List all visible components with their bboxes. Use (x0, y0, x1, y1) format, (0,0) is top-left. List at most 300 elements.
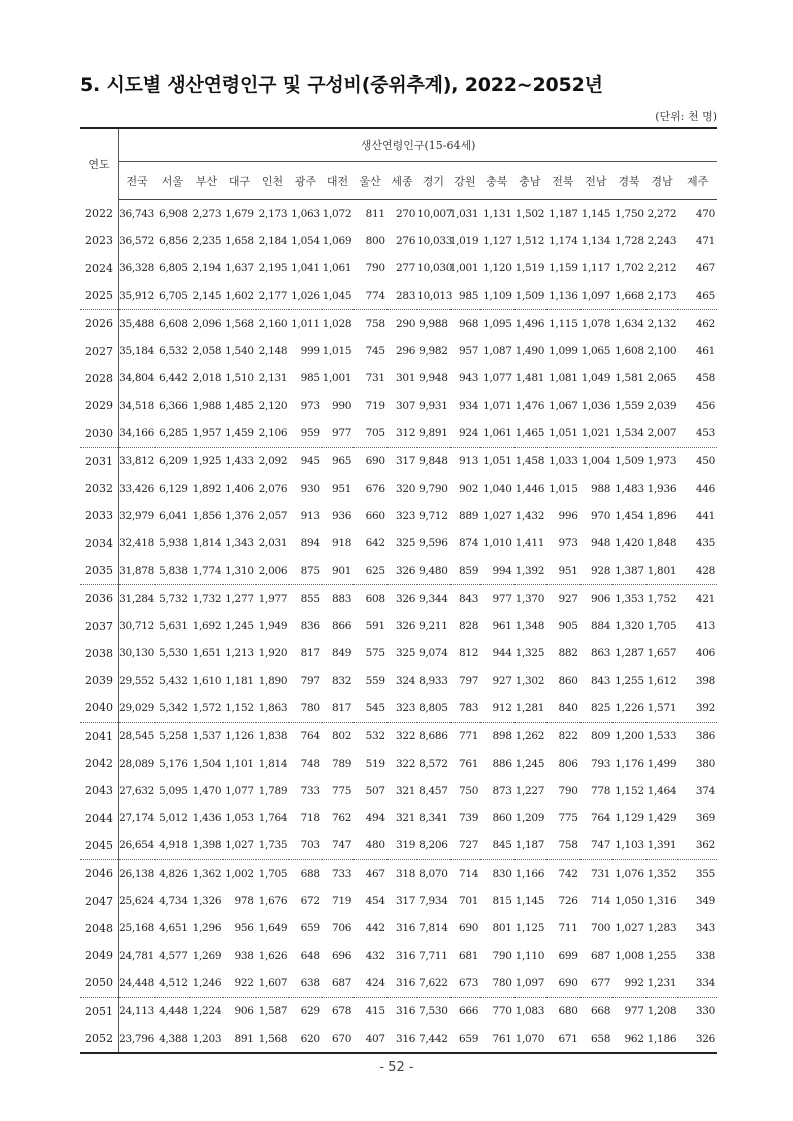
value-cell: 8,572 (419, 757, 448, 770)
value-cell: 1,053 (225, 812, 254, 825)
value-cell: 2,096 (190, 310, 224, 338)
value-cell: 4,512 (159, 976, 188, 989)
value-cell: 977 (612, 997, 646, 1025)
value-cell: 4,826 (155, 860, 190, 888)
table-row (80, 365, 717, 392)
value-cell: 670 (322, 1025, 353, 1053)
value-cell: 678 (322, 997, 353, 1025)
value-cell: 465 (695, 289, 715, 302)
value-cell: 5,530 (159, 647, 188, 660)
value-cell: 1,152 (615, 784, 644, 797)
table-row (80, 585, 717, 613)
value-cell: 2,065 (647, 372, 677, 385)
value-cell: 790 (492, 949, 512, 962)
value-cell: 325 (396, 647, 416, 660)
value-cell: 761 (480, 1025, 514, 1053)
table-row (80, 640, 717, 667)
value-cell: 629 (289, 997, 322, 1025)
value-cell: 29,029 (119, 701, 155, 714)
value-cell: 1,925 (190, 447, 224, 475)
value-cell: 1,071 (483, 399, 512, 412)
value-cell: 9,982 (419, 345, 448, 358)
value-cell: 1,061 (483, 427, 512, 440)
value-cell: 386 (678, 722, 717, 750)
table-row (80, 310, 717, 338)
value-cell: 882 (558, 647, 578, 660)
value-cell: 938 (234, 949, 254, 962)
value-cell: 5,342 (159, 701, 188, 714)
value-cell: 797 (459, 674, 479, 687)
value-cell: 290 (387, 310, 417, 338)
value-cell: 1,458 (514, 447, 547, 475)
value-cell: 4,577 (159, 949, 188, 962)
value-cell: 1,352 (646, 860, 679, 888)
value-cell: 355 (678, 860, 717, 888)
value-cell: 886 (492, 757, 512, 770)
value-cell: 1,735 (258, 839, 288, 852)
value-cell: 1,101 (225, 757, 254, 770)
table-row (80, 557, 717, 585)
table-row (80, 392, 717, 419)
value-cell: 2,173 (258, 207, 288, 220)
value-cell: 726 (558, 895, 578, 908)
value-cell: 1,679 (225, 207, 254, 220)
value-cell: 316 (396, 922, 416, 935)
value-cell: 934 (459, 399, 479, 412)
value-cell: 1,213 (225, 647, 254, 660)
value-cell: 1,481 (515, 372, 545, 385)
value-cell: 33,426 (119, 482, 155, 495)
value-cell: 1,420 (615, 537, 644, 550)
value-cell: 1,637 (225, 262, 254, 275)
value-cell: 1,004 (580, 447, 613, 475)
value-cell: 316 (387, 997, 417, 1025)
year-cell: 2039 (80, 667, 119, 694)
value-cell: 1,255 (615, 674, 644, 687)
value-cell: 1,676 (258, 895, 288, 908)
table-row (80, 997, 717, 1025)
value-cell: 780 (492, 976, 512, 989)
value-cell: 1,411 (515, 537, 545, 550)
value-cell: 349 (695, 895, 715, 908)
value-cell: 2,195 (258, 262, 288, 275)
value-cell: 700 (591, 922, 611, 935)
value-cell: 5,176 (159, 757, 188, 770)
table-row (80, 722, 717, 750)
value-cell: 2,235 (192, 234, 222, 247)
value-cell: 912 (492, 701, 512, 714)
value-cell: 5,012 (159, 812, 188, 825)
value-cell: 424 (365, 976, 385, 989)
value-cell: 450 (678, 447, 717, 475)
value-cell: 35,488 (119, 310, 156, 338)
value-cell: 307 (396, 399, 416, 412)
value-cell: 6,041 (159, 509, 188, 522)
value-cell: 1,095 (480, 310, 514, 338)
value-cell: 705 (365, 427, 385, 440)
year-cell: 2022 (80, 200, 119, 228)
value-cell: 985 (459, 289, 479, 302)
value-cell: 1,040 (483, 482, 512, 495)
value-cell: 532 (353, 722, 387, 750)
value-cell: 1,117 (581, 262, 611, 275)
value-cell: 1,110 (515, 949, 545, 962)
value-cell: 659 (300, 922, 320, 935)
value-cell: 1,028 (322, 310, 353, 338)
value-cell: 5,732 (155, 585, 190, 613)
value-cell: 1,087 (483, 345, 512, 358)
value-cell: 276 (396, 234, 416, 247)
value-cell: 2,031 (258, 537, 288, 550)
value-cell: 775 (332, 784, 352, 797)
value-cell: 742 (546, 860, 580, 888)
value-cell: 1,581 (615, 372, 644, 385)
value-cell: 2,273 (192, 207, 222, 220)
value-cell: 30,130 (119, 647, 155, 660)
value-cell: 1,977 (256, 585, 290, 613)
value-cell: 793 (591, 757, 611, 770)
value-cell: 762 (332, 812, 352, 825)
value-cell: 35,184 (119, 345, 155, 358)
value-cell: 994 (492, 564, 512, 577)
value-cell: 4,918 (159, 839, 188, 852)
value-cell: 985 (300, 372, 320, 385)
value-cell: 843 (591, 674, 611, 687)
value-cell: 1,008 (615, 949, 644, 962)
value-cell: 1,459 (225, 427, 254, 440)
value-cell: 739 (459, 812, 479, 825)
value-cell: 1,287 (615, 647, 644, 660)
value-cell: 1,129 (615, 812, 644, 825)
value-cell: 2,173 (647, 289, 677, 302)
value-cell: 1,077 (483, 372, 512, 385)
value-cell: 830 (480, 860, 514, 888)
value-cell: 1,446 (515, 482, 545, 495)
value-cell: 1,892 (192, 482, 222, 495)
value-cell: 453 (695, 427, 715, 440)
value-cell: 764 (591, 812, 611, 825)
value-cell: 758 (558, 839, 578, 852)
year-cell: 2048 (80, 915, 119, 942)
region-header: 제주 (678, 162, 717, 200)
value-cell: 1,083 (514, 997, 547, 1025)
value-cell: 321 (396, 784, 416, 797)
value-cell: 480 (365, 839, 385, 852)
value-cell: 731 (365, 372, 385, 385)
value-cell: 2,160 (256, 310, 290, 338)
value-cell: 277 (396, 262, 416, 275)
year-cell: 2031 (80, 447, 119, 475)
value-cell: 951 (332, 482, 352, 495)
value-cell: 326 (396, 564, 416, 577)
value-cell: 924 (459, 427, 479, 440)
value-cell: 36,328 (119, 262, 155, 275)
value-cell: 1,534 (615, 427, 644, 440)
value-cell: 1,537 (190, 722, 224, 750)
value-cell: 758 (353, 310, 387, 338)
value-cell: 1,026 (291, 289, 320, 302)
value-cell: 1,705 (256, 860, 290, 888)
value-cell: 9,790 (419, 482, 448, 495)
value-cell: 961 (492, 620, 512, 633)
value-cell: 1,115 (546, 310, 580, 338)
value-cell: 1,512 (515, 234, 545, 247)
value-cell: 9,848 (417, 447, 450, 475)
value-cell: 2,006 (258, 564, 288, 577)
value-cell: 1,255 (647, 949, 677, 962)
value-cell: 326 (396, 620, 416, 633)
value-cell: 1,814 (192, 537, 222, 550)
value-cell: 1,432 (515, 509, 545, 522)
table-row (80, 337, 717, 364)
value-cell: 959 (300, 427, 320, 440)
value-cell: 771 (450, 722, 480, 750)
value-cell: 5,938 (159, 537, 188, 550)
region-header: 세종 (387, 162, 417, 200)
value-cell: 962 (612, 1025, 646, 1053)
value-cell: 1,568 (223, 310, 256, 338)
value-cell: 1,269 (192, 949, 222, 962)
value-cell: 1,572 (192, 701, 222, 714)
value-cell: 681 (459, 949, 479, 962)
value-cell: 325 (396, 537, 416, 550)
value-cell: 2,194 (192, 262, 222, 275)
value-cell: 1,436 (192, 812, 222, 825)
value-cell: 323 (396, 509, 416, 522)
value-cell: 1,362 (190, 860, 224, 888)
value-cell: 428 (695, 564, 715, 577)
value-cell: 32,418 (119, 537, 155, 550)
value-cell: 2,076 (258, 482, 288, 495)
value-cell: 380 (695, 757, 715, 770)
value-cell: 28,545 (119, 722, 156, 750)
value-cell: 918 (332, 537, 352, 550)
value-cell: 648 (300, 949, 320, 962)
value-cell: 330 (678, 997, 717, 1025)
value-cell: 432 (365, 949, 385, 962)
value-cell: 927 (546, 585, 580, 613)
value-cell: 620 (289, 1025, 322, 1053)
value-cell: 1,509 (515, 289, 545, 302)
value-cell: 1,651 (192, 647, 222, 660)
value-cell: 866 (332, 620, 352, 633)
value-cell: 415 (353, 997, 387, 1025)
value-cell: 9,480 (419, 564, 448, 577)
value-cell: 944 (492, 647, 512, 660)
value-cell: 1,392 (515, 564, 545, 577)
value-cell: 1,070 (514, 1025, 547, 1053)
value-cell: 5,095 (159, 784, 188, 797)
value-cell: 1,936 (647, 482, 677, 495)
value-cell: 1,657 (647, 647, 677, 660)
value-cell: 1,343 (225, 537, 254, 550)
value-cell: 6,908 (159, 207, 188, 220)
value-cell: 1,801 (647, 564, 677, 577)
value-cell: 1,510 (225, 372, 254, 385)
value-cell: 6,532 (159, 345, 188, 358)
value-cell: 2,131 (258, 372, 288, 385)
value-cell: 666 (450, 997, 480, 1025)
value-cell: 458 (695, 372, 715, 385)
value-cell: 901 (332, 564, 352, 577)
value-cell: 1,067 (549, 399, 578, 412)
value-cell: 1,050 (615, 895, 644, 908)
value-cell: 727 (459, 839, 479, 852)
table-row (80, 200, 717, 228)
value-cell: 398 (695, 674, 715, 687)
table-row (80, 530, 717, 557)
value-cell: 1,838 (256, 722, 290, 750)
value-cell: 1,296 (192, 922, 222, 935)
value-cell: 4,651 (159, 922, 188, 935)
table-row (80, 612, 717, 639)
value-cell: 2,120 (258, 399, 288, 412)
population-table-container (80, 127, 717, 1054)
value-cell: 783 (459, 701, 479, 714)
value-cell: 1,203 (190, 1025, 224, 1053)
value-cell: 817 (332, 701, 352, 714)
value-cell: 965 (322, 447, 353, 475)
value-cell: 9,712 (419, 509, 448, 522)
value-cell: 316 (396, 949, 416, 962)
table-row (80, 777, 717, 804)
value-cell: 789 (332, 757, 352, 770)
region-header: 광주 (289, 162, 322, 200)
value-cell: 1,051 (549, 427, 578, 440)
value-cell: 1,320 (615, 620, 644, 633)
value-cell: 1,262 (514, 722, 547, 750)
value-cell: 828 (459, 620, 479, 633)
value-cell: 1,602 (225, 289, 254, 302)
value-cell: 1,131 (483, 207, 512, 220)
value-cell: 1,949 (258, 620, 288, 633)
region-header: 경남 (646, 162, 679, 200)
region-header: 강원 (450, 162, 480, 200)
table-row (80, 860, 717, 888)
value-cell: 906 (580, 585, 613, 613)
value-cell: 24,448 (119, 976, 155, 989)
value-cell: 1,281 (515, 701, 545, 714)
value-cell: 770 (480, 997, 514, 1025)
value-cell: 1,774 (192, 564, 222, 577)
value-cell: 322 (387, 722, 417, 750)
year-cell: 2047 (80, 887, 119, 914)
value-cell: 1,752 (646, 585, 679, 613)
value-cell: 1,519 (515, 262, 545, 275)
value-cell: 2,007 (647, 427, 677, 440)
value-cell: 747 (332, 839, 352, 852)
value-cell: 322 (396, 757, 416, 770)
region-header: 인천 (256, 162, 290, 200)
value-cell: 1,610 (192, 674, 222, 687)
value-cell: 545 (365, 701, 385, 714)
value-cell: 898 (480, 722, 514, 750)
value-cell: 775 (558, 812, 578, 825)
value-cell: 4,388 (155, 1025, 190, 1053)
value-cell: 1,464 (647, 784, 677, 797)
value-cell: 978 (234, 895, 254, 908)
value-cell: 326 (387, 585, 417, 613)
value-cell: 1,002 (223, 860, 256, 888)
table-row (80, 227, 717, 254)
year-cell: 2045 (80, 832, 119, 860)
value-cell: 316 (396, 976, 416, 989)
value-cell: 811 (365, 207, 385, 220)
value-cell: 33,812 (119, 447, 156, 475)
unit-label: (단위: 천 명) (655, 110, 717, 123)
year-cell: 2044 (80, 805, 119, 832)
year-cell: 2026 (80, 310, 119, 338)
value-cell: 9,931 (419, 399, 448, 412)
value-cell: 1,533 (646, 722, 679, 750)
value-cell: 745 (365, 345, 385, 358)
value-cell: 956 (234, 922, 254, 935)
value-cell: 1,856 (192, 509, 222, 522)
value-cell: 1,109 (483, 289, 512, 302)
value-cell: 1,061 (322, 262, 352, 275)
table-row (80, 832, 717, 860)
value-cell: 30,712 (119, 620, 155, 633)
value-cell: 36,572 (119, 234, 155, 247)
value-cell: 1,370 (514, 585, 547, 613)
value-cell: 6,705 (159, 289, 188, 302)
value-cell: 1,126 (223, 722, 256, 750)
value-cell: 733 (322, 860, 353, 888)
value-cell: 471 (695, 234, 715, 247)
value-cell: 968 (450, 310, 480, 338)
value-cell: 1,326 (192, 895, 222, 908)
value-cell: 1,668 (615, 289, 644, 302)
value-cell: 874 (459, 537, 479, 550)
value-cell: 889 (459, 509, 479, 522)
year-cell: 2034 (80, 530, 119, 557)
value-cell: 1,848 (647, 537, 677, 550)
value-cell: 1,283 (647, 922, 677, 935)
value-cell: 860 (492, 812, 512, 825)
value-cell: 1,504 (192, 757, 222, 770)
year-cell: 2038 (80, 640, 119, 667)
value-cell: 1,705 (647, 620, 677, 633)
value-cell: 1,099 (549, 345, 578, 358)
value-cell: 10,030 (417, 262, 453, 275)
value-cell: 316 (387, 1025, 417, 1053)
value-cell: 922 (234, 976, 254, 989)
value-cell: 673 (459, 976, 479, 989)
value-cell: 884 (591, 620, 611, 633)
value-cell: 930 (300, 482, 320, 495)
value-cell: 10,013 (417, 289, 453, 302)
region-header: 전국 (119, 162, 156, 200)
value-cell: 9,074 (419, 647, 448, 660)
value-cell: 320 (396, 482, 416, 495)
value-cell: 1,728 (615, 234, 644, 247)
value-cell: 1,152 (225, 701, 254, 714)
value-cell: 507 (365, 784, 385, 797)
region-header: 충남 (514, 162, 547, 200)
value-cell: 1,145 (515, 895, 545, 908)
value-cell: 1,433 (223, 447, 256, 475)
table-row (80, 694, 717, 722)
value-cell: 1,186 (646, 1025, 679, 1053)
value-cell: 703 (300, 839, 320, 852)
value-cell: 1,658 (225, 234, 254, 247)
value-cell: 6,608 (155, 310, 190, 338)
value-cell: 421 (678, 585, 717, 613)
value-cell: 1,316 (647, 895, 677, 908)
value-cell: 1,015 (549, 482, 578, 495)
value-cell: 696 (332, 949, 352, 962)
value-cell: 802 (322, 722, 353, 750)
